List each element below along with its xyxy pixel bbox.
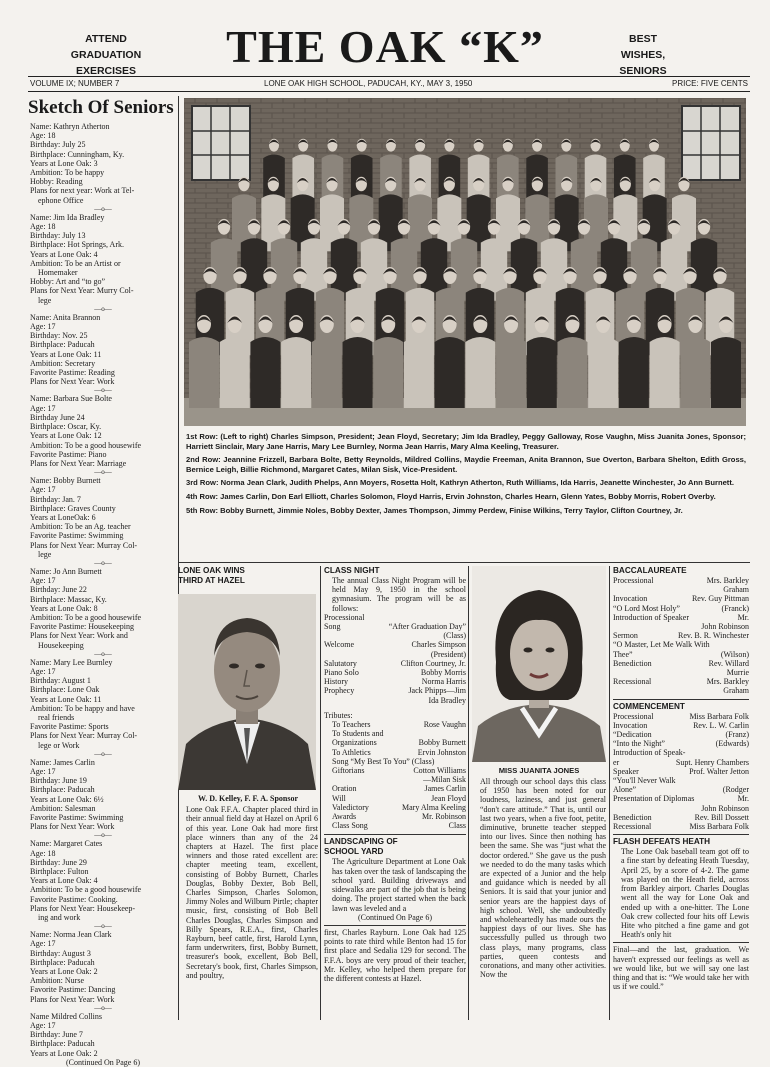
senior-detail-line: Favorite Pastime: Swimming bbox=[30, 531, 124, 541]
senior-detail-line: Name: Margaret Cates bbox=[30, 839, 103, 849]
senior-detail-line: Homemaker bbox=[38, 268, 78, 278]
program-item: Organizations bbox=[332, 738, 377, 748]
senior-detail-line: Birthday: June 22 bbox=[30, 585, 87, 595]
program-row bbox=[324, 650, 466, 659]
program-item: “O Lord Most Holy” bbox=[613, 603, 680, 613]
senior-detail-line: Plans for Next Year: Work bbox=[30, 377, 115, 387]
senior-detail-line: Ambition: To be a good housewife bbox=[30, 885, 142, 895]
program-row bbox=[613, 739, 749, 748]
right-ear-line: BEST bbox=[628, 33, 657, 45]
newspaper-title: THE OAK “K” bbox=[226, 21, 544, 72]
program-row bbox=[613, 721, 749, 730]
landscaping-body: The Agriculture Department at Lone Oak has taken over the task of landscaping the school yard. Building driveways and sidewalks are part of the job that is being doing. The project started when the back lawn was leveled and a bbox=[332, 857, 466, 913]
senior-detail-line: Birthday: August 3 bbox=[30, 948, 91, 958]
processional-label: Processional bbox=[324, 612, 365, 622]
program-row bbox=[613, 576, 749, 585]
senior-detail-line: Favorite Pastime: Piano bbox=[30, 449, 107, 459]
senior-detail-line: Name: Bobby Burnett bbox=[30, 476, 101, 486]
right-ear-box bbox=[598, 31, 688, 79]
program-performer: “After Graduation Day” bbox=[388, 622, 466, 632]
sketch-continued: (Continued On Page 6) bbox=[66, 1057, 140, 1067]
program-item: Recessional bbox=[613, 677, 652, 687]
program-row bbox=[332, 738, 466, 747]
senior-detail-line: Birthplace: Paducah bbox=[30, 957, 95, 967]
entry-separator: —o— bbox=[94, 386, 112, 395]
entry-separator: —o— bbox=[94, 649, 112, 658]
senior-detail-line: Age: 18 bbox=[30, 222, 56, 232]
senior-detail-line: Age: 17 bbox=[30, 403, 56, 413]
program-row bbox=[332, 784, 466, 793]
program-performer: (Franz) bbox=[725, 730, 749, 740]
program-performer: Ervin Johnston bbox=[417, 747, 466, 757]
entry-separator: —o— bbox=[94, 922, 112, 931]
caption-row: 2nd Row: Jeannine Frizzell, Barbara Bolte, Betty Reynolds, Mildred Collins, Maydie Freeman, Anita Brannon, Sue Overton, Barbara Shelton, Edith Gross, Bernice Leigh, Billie Richmond, Margaret Cates, Milan Sisk, Vice-President. bbox=[186, 455, 746, 474]
senior-detail-line: Birthplace: Graves County bbox=[30, 503, 116, 513]
program-item: “Dedication bbox=[613, 730, 652, 740]
program-row bbox=[613, 659, 749, 668]
senior-detail-line: Age: 17 bbox=[30, 322, 56, 332]
program-performer: Rev. Guy Pittman bbox=[691, 594, 749, 604]
program-item: To Athletics bbox=[332, 747, 371, 757]
program-row bbox=[324, 686, 466, 695]
senior-detail-line: Years at Lone Oak: 4 bbox=[30, 249, 98, 259]
senior-detail-line: Name: Jim Ida Bradley bbox=[30, 212, 105, 222]
caption-row: 4th Row: James Carlin, Don Earl Elliott, Charles Solomon, Floyd Harris, Ervin Johnston, Charles Hearn, Glenn Yates, Bobby Morris, Robert Overby. bbox=[186, 491, 716, 501]
senior-detail-line: Plans for Next Year: Marriage bbox=[30, 458, 127, 468]
senior-detail-line: Years at Lone Oak: 2 bbox=[30, 967, 98, 977]
photo-caption bbox=[186, 432, 746, 558]
senior-detail-line: ing and work bbox=[38, 913, 81, 923]
entry-separator: —o— bbox=[94, 831, 112, 840]
programs-column bbox=[613, 566, 749, 1020]
section-rule bbox=[613, 699, 749, 700]
program-item: Piano Solo bbox=[324, 668, 359, 678]
senior-detail-line: Birthday: July 13 bbox=[30, 231, 86, 241]
program-row bbox=[613, 776, 749, 785]
senior-detail-line: lege or Work bbox=[38, 740, 80, 750]
section-rule bbox=[613, 942, 749, 943]
class-night-headline: CLASS NIGHT bbox=[324, 566, 380, 575]
senior-detail-line: Housekeeping bbox=[38, 640, 84, 650]
program-item: Song “My Best To You” (Class) bbox=[332, 756, 435, 766]
senior-detail-line: Name: Mary Lee Burnley bbox=[30, 657, 113, 667]
program-item: Invocation bbox=[613, 594, 648, 604]
section-rule bbox=[324, 925, 466, 926]
program-item: To Teachers bbox=[332, 720, 371, 730]
senior-detail-line: Years at Lone Oak: 11 bbox=[30, 349, 102, 359]
senior-detail-line: Birthday June 24 bbox=[30, 412, 85, 422]
left-ear-line: GRADUATION bbox=[70, 49, 142, 61]
senior-detail-line: Age: 17 bbox=[30, 666, 56, 676]
ffa-photo-caption: W. D. Kelley, F. F. A. Sponsor bbox=[197, 794, 299, 803]
program-row bbox=[332, 803, 466, 812]
senior-detail-line: Years at Lone Oak: 2 bbox=[30, 1048, 98, 1058]
entry-separator: —o— bbox=[94, 204, 112, 213]
program-row bbox=[332, 757, 466, 766]
program-performer: (President) bbox=[430, 649, 466, 659]
senior-detail-line: Name: Jo Ann Burnett bbox=[30, 566, 102, 576]
program-row bbox=[324, 677, 466, 686]
sponsor-column bbox=[472, 566, 606, 1020]
program-item: er bbox=[613, 757, 620, 767]
senior-detail-line: Plans for next year: Work at Tel- bbox=[30, 186, 135, 196]
program-item: Prophecy bbox=[324, 686, 355, 696]
program-row bbox=[613, 650, 749, 659]
senior-detail-line: Hobby: Reading bbox=[30, 177, 83, 187]
final-note: Final—and the last, graduation. We haven't expressed our feelings as well as we would like, but we will say one last thing and that is: “We would take her with us if we could.” bbox=[613, 945, 749, 992]
landscaping-headline: SCHOOL YARD bbox=[324, 847, 384, 857]
senior-detail-line: lege bbox=[38, 295, 52, 305]
senior-detail-line: Name: Kathryn Atherton bbox=[30, 122, 110, 131]
sponsor-caption: MISS JUANITA JONES bbox=[498, 766, 580, 775]
program-row bbox=[613, 622, 749, 631]
senior-detail-line: Age: 17 bbox=[30, 576, 56, 586]
program-row bbox=[613, 804, 749, 813]
program-performer: Rev. Willard bbox=[708, 658, 749, 668]
program-performer: Supt. Henry Chambers bbox=[675, 757, 749, 767]
program-row bbox=[613, 604, 749, 613]
senior-detail-line: Ambition: To be happy and have bbox=[30, 703, 135, 713]
senior-detail-line: Plans for Next Year: Murray Col- bbox=[30, 731, 138, 741]
caption-row: 5th Row: Bobby Burnett, Jimmie Noles, Bobby Dexter, James Thompson, Jimmy Perdew, Finise Wilkins, Terry Taylor, Clifton Courtney, Jr. bbox=[186, 505, 683, 515]
program-row bbox=[613, 758, 749, 767]
entry-separator: —o— bbox=[94, 468, 112, 477]
senior-detail-line: Birthday: June 29 bbox=[30, 857, 87, 867]
program-performer: Murrie bbox=[726, 668, 749, 678]
program-performer: Ida Bradley bbox=[428, 695, 466, 705]
senior-detail-line: Age: 17 bbox=[30, 485, 56, 495]
program-row bbox=[613, 631, 749, 640]
senior-detail-line: real friends bbox=[38, 712, 75, 722]
ffa-headline: THIRD AT HAZEL bbox=[178, 576, 245, 585]
program-performer: Graham bbox=[723, 686, 749, 696]
senior-detail-line: Name: Norma Jean Clark bbox=[30, 930, 112, 940]
program-performer: Mr. bbox=[737, 794, 749, 804]
senior-detail-line: Age: 18 bbox=[30, 131, 56, 141]
program-performer: Miss Barbara Folk bbox=[689, 822, 749, 832]
caption-row: 3rd Row: Norma Jean Clark, Judith Phelps, Ann Moyers, Rosetta Holt, Kathryn Atherton, Ruth Williams, Ida Harris, Jeanette Winchester, Jo Ann Burnett. bbox=[186, 478, 734, 488]
jones-portrait bbox=[472, 566, 606, 762]
issue-info-bar bbox=[28, 76, 750, 92]
program-performer: Mary Alma Keeling bbox=[402, 802, 466, 812]
program-performer: Prof. Walter Jetton bbox=[689, 766, 749, 776]
senior-detail-line: Favorite Pastime: Dancing bbox=[30, 985, 116, 995]
program-row bbox=[324, 631, 466, 640]
program-performer: Cotton Williams bbox=[413, 766, 466, 776]
program-item: Presentation of Diplomas bbox=[613, 794, 695, 804]
program-row bbox=[324, 622, 466, 631]
senior-detail-line: Birthplace: Paducah bbox=[30, 785, 95, 795]
senior-detail-line: Birthday: June 19 bbox=[30, 776, 87, 786]
program-row bbox=[613, 594, 749, 603]
ffa-headline: LONE OAK WINS bbox=[178, 566, 245, 575]
sponsor-body: All through our school days this class of 1950 has been noted for our loudness, laziness, and just general “don't care attitude.” That is, until our last two years, when a five foot, petite, diminutive, brunette teacher stepped into our lives. Since then nothing has been the same. She was “just what the doctor ordered.” She gave us the push we needed to do the many tasks which are expected of a Junior and the help and guidance which is needed by all Seniors. It is said that your junior and senior years are the happiest days of high school. Well, she undoubtedly and wholeheartedly has made ours the happiest days of our lives. She has successfully pulled us through two class plays, many programs, class parties, queen contests and coronations, and many other activities. Now the bbox=[480, 777, 606, 980]
program-performer: Rev. L. W. Carlin bbox=[693, 720, 749, 730]
program-item: Awards bbox=[332, 812, 357, 822]
program-row bbox=[613, 785, 749, 794]
baccalaureate-headline: BACCALAUREATE bbox=[613, 566, 687, 575]
sketch-heading: Sketch Of Seniors bbox=[28, 97, 174, 118]
program-item: Benediction bbox=[613, 658, 652, 668]
senior-detail-line: Birthday: Nov. 25 bbox=[30, 331, 88, 341]
right-ear-line: WISHES, bbox=[620, 49, 666, 61]
program-item: Salutatory bbox=[324, 658, 357, 668]
program-performer: Mrs. Barkley bbox=[706, 576, 749, 585]
program-item: Recessional bbox=[613, 822, 652, 832]
program-item: Will bbox=[332, 793, 346, 803]
column-divider bbox=[468, 566, 469, 1020]
program-row bbox=[613, 730, 749, 739]
program-row bbox=[613, 813, 749, 822]
program-row bbox=[332, 812, 466, 821]
senior-detail-line: lege bbox=[38, 549, 52, 559]
program-row bbox=[332, 794, 466, 803]
senior-detail-line: Birthday: July 25 bbox=[30, 140, 86, 150]
jones-portrait-art bbox=[472, 566, 606, 762]
senior-detail-line: Plans for Next Year: Murry Col- bbox=[30, 286, 134, 296]
program-performer: Norma Harris bbox=[421, 677, 466, 687]
tributes-label: Tributes: bbox=[324, 710, 353, 720]
program-row bbox=[613, 767, 749, 776]
kelley-portrait-art bbox=[178, 594, 316, 790]
senior-detail-line: Ambition: Secretary bbox=[30, 358, 96, 368]
senior-detail-line: Plans for Next Year: Housekeep- bbox=[30, 903, 136, 913]
program-performer: Jean Floyd bbox=[431, 793, 466, 803]
senior-detail-line: Ambition: To be a good housewife bbox=[30, 612, 142, 622]
program-row bbox=[613, 677, 749, 686]
program-row bbox=[324, 659, 466, 668]
program-item: Invocation bbox=[613, 720, 648, 730]
caption-row: 1st Row: (Left to right) Charles Simpson, President; Jean Floyd, Secretary; Jim Ida Bradley, Peggy Galloway, Rose Vaughn, Miss Juanita Jones, Sponsor; Harriett Sinclair, Mary Jane Harris, Mary Lee Burnley, Norma Jean Harris, Mary Alma Keeling, Treasurer. bbox=[186, 432, 746, 451]
baccalaureate-program bbox=[613, 576, 749, 696]
senior-detail-line: Plans for Next Year: Work bbox=[30, 822, 115, 832]
class-night-intro: The annual Class Night Program will be held May 9, 1950 in the school gymnasium. The program will be as follows: bbox=[332, 576, 466, 613]
program-row bbox=[324, 696, 466, 705]
program-performer: Graham bbox=[723, 585, 749, 595]
program-item: Alone” bbox=[613, 785, 637, 795]
senior-detail-line: Favorite Pastime: Sports bbox=[30, 722, 109, 732]
program-row bbox=[332, 729, 466, 738]
program-row bbox=[613, 712, 749, 721]
program-row bbox=[613, 640, 749, 649]
program-performer: Miss Barbara Folk bbox=[689, 711, 749, 721]
senior-detail-line: Plans for Next Year: Work and bbox=[30, 631, 128, 641]
program-row bbox=[332, 766, 466, 775]
program-performer: Jack Phipps—Jim bbox=[408, 686, 466, 696]
senior-detail-line: Plans for Next Year: Work bbox=[30, 994, 115, 1004]
program-performer: (Rodger bbox=[722, 785, 749, 795]
entry-separator: —o— bbox=[94, 558, 112, 567]
right-ear-line: SENIORS bbox=[619, 65, 667, 77]
section-rule bbox=[613, 834, 749, 835]
senior-detail-line: Birthday: June 7 bbox=[30, 1030, 83, 1040]
program-row bbox=[332, 748, 466, 757]
left-ear-line: ATTEND bbox=[85, 33, 127, 45]
senior-detail-line: Birthday: Jan. 7 bbox=[30, 494, 81, 504]
program-item: Song bbox=[324, 622, 341, 632]
program-performer: Charles Simpson bbox=[411, 640, 466, 650]
section-rule bbox=[324, 834, 466, 835]
senior-detail-line: Age: 18 bbox=[30, 848, 56, 858]
program-performer: Mr. Robinson bbox=[421, 812, 466, 822]
entry-separator: —o— bbox=[94, 1003, 112, 1012]
senior-detail-line: Years at Lone Oak: 11 bbox=[30, 694, 102, 704]
senior-detail-line: Plans for Next Year: Murray Col- bbox=[30, 540, 138, 550]
left-ear-line: EXERCISES bbox=[75, 65, 137, 77]
baseball-body: The Lone Oak baseball team got off to a fine start by defeating Heath Tuesday, April 25, by a score of 4-2. The game was played on the Heath field, across from Barkley airport. Charles Douglas went all the way for Lone Oak and ended up with a one-hitter. The Lone Oak crew collected four hits off Lewis Hite who pitched a fine game and got Heath's only hit bbox=[621, 847, 749, 940]
program-performer: (Franck) bbox=[721, 603, 749, 613]
program-item: “Into the Night” bbox=[613, 739, 665, 749]
entry-separator: —o— bbox=[94, 304, 112, 313]
volume-number: VOLUME IX; NUMBER 7 bbox=[30, 79, 120, 88]
class-night-program bbox=[324, 622, 466, 705]
senior-detail-line: Ambition: Salesman bbox=[30, 803, 96, 813]
senior-detail-line: Hobby: Art and “to go” bbox=[30, 277, 106, 287]
program-item: Class Song bbox=[332, 821, 368, 831]
program-performer: James Carlin bbox=[424, 784, 466, 794]
kelley-portrait bbox=[178, 594, 316, 790]
program-row bbox=[613, 748, 749, 757]
senior-detail-line: Favorite Pastime: Swimming bbox=[30, 813, 124, 823]
senior-detail-line: ephone Office bbox=[38, 195, 84, 205]
entry-separator: —o— bbox=[94, 749, 112, 758]
program-item: To Students and bbox=[332, 729, 384, 739]
senior-detail-line: Birthplace: Oscar, Ky. bbox=[30, 422, 102, 432]
program-item: Sermon bbox=[613, 631, 638, 641]
school-dateline: LONE OAK HIGH SCHOOL, PADUCAH, KY., MAY 3, 1950 bbox=[264, 79, 473, 88]
senior-detail-line: Ambition: To be an Ag. teacher bbox=[30, 522, 131, 532]
senior-detail-line: Ambition: To be an Artist or bbox=[30, 258, 121, 268]
program-row bbox=[324, 668, 466, 677]
program-performer: Mr. bbox=[737, 612, 749, 622]
senior-detail-line: Age: 17 bbox=[30, 939, 56, 949]
landscaping-headline: LANDSCAPING OF bbox=[324, 837, 398, 847]
senior-detail-line: Birthplace: Fulton bbox=[30, 867, 89, 877]
ffa-continuation: first, Charles Rayburn. Lone Oak had 125 points to rate third while Benton had 15 for first place and Sedalia 129 for second. The F.F.A. boys are very proud of their teacher, Mr. Kelley, who helped them prepare for the different contests at Hazel. bbox=[324, 927, 466, 983]
program-row bbox=[613, 822, 749, 831]
program-row bbox=[332, 720, 466, 729]
commencement-headline: COMMENCEMENT bbox=[613, 701, 685, 711]
senior-detail-line: Name: Barbara Sue Bolte bbox=[30, 394, 112, 404]
senior-detail-line: Birthplace: Lone Oak bbox=[30, 685, 100, 695]
program-performer: (Edwards) bbox=[715, 739, 749, 749]
senior-detail-line: Favorite Pastime: Reading bbox=[30, 368, 115, 378]
program-performer: Rev. Bill Dossett bbox=[694, 812, 749, 822]
sketch-of-seniors-column bbox=[30, 122, 176, 1067]
senior-detail-line: Birthplace: Paducah bbox=[30, 1039, 95, 1049]
program-row bbox=[613, 686, 749, 695]
program-item: “You'll Never Walk bbox=[613, 776, 676, 786]
senior-detail-line: Favorite Pastime: Housekeeping bbox=[30, 622, 134, 632]
program-performer: John Robinson bbox=[701, 803, 749, 813]
senior-detail-line: Name Mildred Collins bbox=[30, 1011, 102, 1021]
program-item: Introduction of Speak- bbox=[613, 748, 686, 758]
senior-detail-line: Years at Lone Oak: 4 bbox=[30, 876, 98, 886]
program-performer: Rose Vaughn bbox=[423, 720, 466, 730]
section-rule bbox=[178, 562, 750, 563]
program-item: Introduction of Speaker bbox=[613, 612, 689, 622]
senior-detail-line: Years at Lone Oak: 12 bbox=[30, 431, 102, 441]
program-performer: Bobby Morris bbox=[420, 668, 466, 678]
program-performer: Bobby Burnett bbox=[418, 738, 466, 748]
ffa-body: Lone Oak F.F.A. Chapter placed third in their annual field day at Hazel on April 6 of this year. Lone Oak had more first place winners than any of the 24 chapters at Hazel. The first place winners and those rated excellent are: chapter meeting team, excellent, consisting of Bobby Burnett, Charles Douglas, Bobby Dexter, Bob Bell, Charles Simpson, Charles Solomon, Jimmy Noles and Wilburn Pirtle; chapter music, first, consisting of Bob Bell Charles Douglas, Charles Simpson and Billy Spears, R.E.A., first, Charles Rayburn, beef cattle, first, Harold Lynn, farm underwriters, first, Bobby Burnett, treasurer's book, excellent, Bob Bell, Secretary's book, first, Charles Simpson, and poultry, bbox=[186, 805, 318, 980]
program-row bbox=[613, 668, 749, 677]
program-item: Giftorians bbox=[332, 766, 365, 776]
senior-class-photo bbox=[184, 98, 746, 426]
senior-detail-line: Birthplace: Cunningham, Ky. bbox=[30, 149, 125, 159]
program-item: Processional bbox=[613, 576, 654, 585]
senior-detail-line: Ambition: To be happy bbox=[30, 168, 105, 178]
senior-detail-line: Birthplace: Massac, Ky. bbox=[30, 594, 107, 604]
senior-detail-line: Favorite Pastime: Cooking. bbox=[30, 894, 118, 904]
program-performer: (Class) bbox=[443, 631, 466, 641]
program-row bbox=[613, 585, 749, 594]
senior-detail-line: Birthday: August 1 bbox=[30, 676, 91, 686]
program-performer: Clifton Courtney, Jr. bbox=[400, 658, 466, 668]
program-row bbox=[332, 775, 466, 784]
program-item: Processional bbox=[613, 711, 654, 721]
senior-detail-line: Age: 17 bbox=[30, 767, 56, 776]
commencement-program bbox=[613, 712, 749, 832]
program-row bbox=[332, 821, 466, 830]
program-performer: Class bbox=[448, 821, 466, 831]
senior-detail-line: Name: James Carlin bbox=[30, 757, 95, 767]
program-item: Valedictory bbox=[332, 802, 369, 812]
column-divider bbox=[320, 566, 321, 1020]
program-row bbox=[324, 640, 466, 649]
program-row bbox=[613, 613, 749, 622]
ffa-column bbox=[178, 566, 318, 1020]
senior-class-photo-art bbox=[184, 98, 746, 426]
program-performer: Rev. B. R. Winchester bbox=[678, 631, 749, 641]
program-item: Speaker bbox=[613, 766, 639, 776]
price: PRICE: FIVE CENTS bbox=[671, 79, 748, 88]
senior-detail-line: Ambition: To be a good housewife bbox=[30, 440, 142, 450]
class-night-tributes bbox=[324, 720, 466, 830]
senior-detail-line: Ambition: Nurse bbox=[30, 976, 84, 986]
class-night-column bbox=[324, 566, 466, 1020]
program-performer: Mrs. Barkley bbox=[706, 677, 749, 687]
program-performer: —Milan Sisk bbox=[423, 775, 466, 785]
program-item: Welcome bbox=[324, 640, 355, 650]
senior-detail-line: Years at Lone Oak: 3 bbox=[30, 158, 98, 168]
program-performer: (Wilson) bbox=[720, 649, 749, 659]
senior-detail-line: Birthplace: Paducah bbox=[30, 340, 95, 350]
senior-detail-line: Age: 17 bbox=[30, 1021, 56, 1031]
senior-detail-line: Name: Anita Brannon bbox=[30, 312, 101, 322]
column-divider bbox=[609, 566, 610, 1020]
program-item: “O Master, Let Me Walk With bbox=[613, 640, 710, 650]
baseball-headline: FLASH DEFEATS HEATH bbox=[613, 837, 711, 847]
program-item: Oration bbox=[332, 784, 357, 794]
senior-detail-line: Birthplace: Hot Springs, Ark. bbox=[30, 240, 124, 250]
program-item: History bbox=[324, 677, 348, 687]
senior-detail-line: Years at LoneOak: 6 bbox=[30, 512, 96, 522]
program-performer: John Robinson bbox=[701, 622, 749, 632]
senior-detail-line: Years at Lone Oak: 8 bbox=[30, 603, 98, 613]
senior-detail-line: Years at Lone Oak: 6½ bbox=[30, 794, 104, 804]
program-item: Thee” bbox=[613, 649, 633, 659]
program-row bbox=[613, 794, 749, 803]
program-item: Benediction bbox=[613, 812, 652, 822]
landscaping-continued: (Continued On Page 6) bbox=[358, 912, 432, 922]
